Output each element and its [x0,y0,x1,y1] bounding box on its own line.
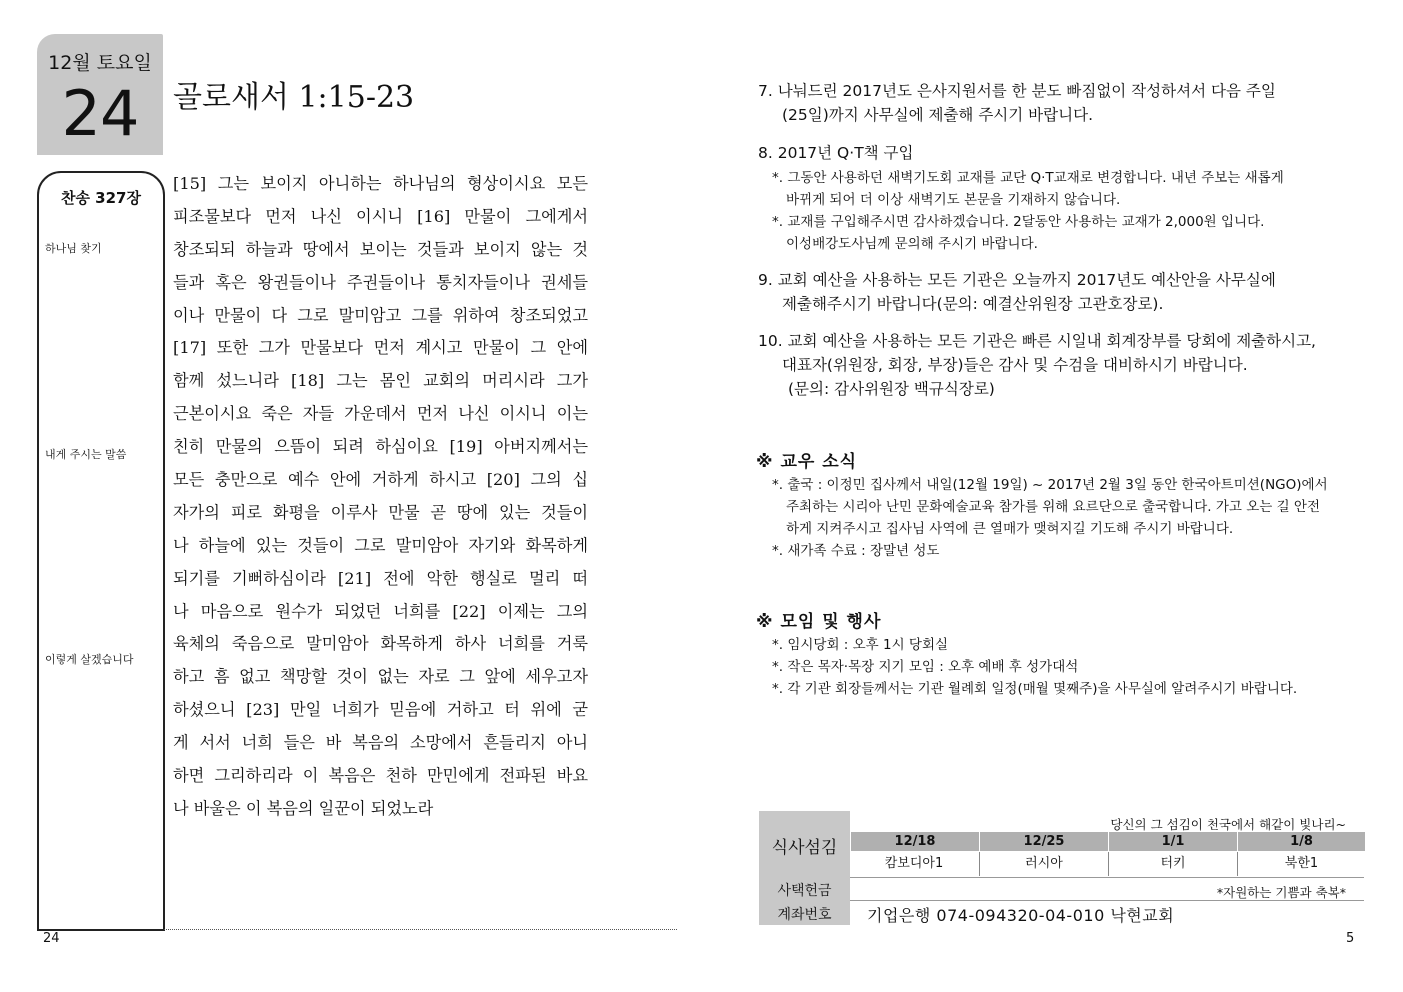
scripture-line: 근본이시요 죽은 자들 가운데서 먼저 나신 이시니 이는 [173,404,588,424]
sidebar-label-how-to-live: 이렇게 살겠습니다 [45,653,134,666]
scripture-line: 나 마음으로 원수가 되었던 너희를 [22] 이제는 그의 [173,601,588,621]
scripture-line: 이나 만물이 다 그로 말미암고 그를 위하여 창조되었고 [173,305,588,325]
section-heading-member-news: ※ 교우 소식 [756,452,858,472]
sidebar-label-seek-god: 하나님 찾기 [45,242,102,255]
bullet-line: *. 임시당회 : 오후 1시 당회실 [772,637,949,653]
notice-item-9 [758,268,1276,316]
account-number: 기업은행 074-094320-04-010 낙현교회 [867,906,1175,925]
meal-date: 12/25 [979,832,1108,851]
notice-item-7 [758,79,1276,127]
service-schedule-table [759,811,1364,925]
section-heading-events: ※ 모임 및 행사 [756,612,882,632]
meal-date: 1/8 [1237,832,1365,851]
scripture-line: 하셨으니 [23] 만일 너희가 믿음에 거하고 터 위에 굳 [173,700,588,720]
bullet-line: 이성배강도사님께 문의해 주시기 바랍니다. [786,236,1038,252]
scripture-line: [17] 또한 그가 만물보다 먼저 계시고 만물이 그 안에 [173,338,588,358]
scripture-line: 친히 만물의 으뜸이 되려 하심이요 [19] 아버지께서는 [173,437,588,457]
meal-service-label: 식사섬김 [771,838,838,858]
parsonage-offering-label: 사택헌금 [777,883,832,899]
bullet-line: *. 각 기관 회장들께서는 기관 월례회 일정(매월 몇째주)을 사무실에 알려주시기 바랍니다. [772,681,1298,697]
scripture-line: 창조되되 하늘과 땅에서 보이는 것들과 보이지 않는 것 [173,239,588,259]
bullet-line: *. 출국 : 이정민 집사께서 내일(12월 19일) ~ 2017년 2월 3일 동안 한국아트미션(NGO)에서 [772,477,1328,493]
passage-title: 골로새서 1:15-23 [173,80,415,115]
service-motto: 당신의 그 섬김이 천국에서 해같이 빛나리~ [1110,817,1346,832]
notice-item-7-line2: (25일)까지 사무실에 제출해 주시기 바랍니다. [782,106,1093,124]
account-number-label: 계좌번호 [777,907,832,923]
bullet-line: *. 새가족 수료 : 장말년 성도 [772,543,940,559]
notice-item-10-line1: 10. 교회 예산을 사용하는 모든 기관은 빠른 시일내 회계장부를 당회에 제출하시고, [758,332,1316,350]
bullet-line: *. 그동안 사용하던 새벽기도회 교재를 교단 Q·T교재로 변경합니다. 내년 주보는 새롭게 [772,170,1284,186]
footer-divider [164,929,677,930]
sidebar-label-word-for-me: 내게 주시는 말씀 [45,448,127,461]
page-number-right: 5 [1346,931,1355,946]
bullet-line: 주최하는 시리아 난민 문화예술교육 참가를 위해 요르단으로 출국합니다. 가고 오는 길 안전 [786,499,1321,515]
table-row-divider [850,877,1364,878]
meal-server: 러시아 [979,852,1108,876]
scripture-line: 게 서서 너희 들은 바 복음의 소망에서 흔들리지 아니 [173,733,588,753]
notice-item-10-line2: 대표자(위원장, 회장, 부장)들은 감사 및 수검을 대비하시기 바랍니다. [782,356,1248,374]
bullet-line: 바뀌게 되어 더 이상 새벽기도 본문을 기재하지 않습니다. [786,192,1121,208]
meditation-sidebar [37,171,165,931]
scripture-line: 모든 충만으로 예수 안에 거하게 하시고 [20] 그의 십 [173,470,588,490]
bullet-line: 하게 지켜주시고 집사님 사역에 큰 열매가 맺혀지길 기도해 주시기 바랍니다. [786,521,1234,537]
bullet-line: *. 작은 목자·목장 지기 모임 : 오후 예배 후 성가대석 [772,659,1079,675]
scripture-line: 되기를 기뻐하심이라 [21] 전에 악한 행실로 멀리 떠 [173,568,588,588]
member-news-bullets [772,474,1362,562]
notice-item-8-bullets [772,167,1362,255]
scripture-line: 피조물보다 먼저 나신 이시니 [16] 만물이 그에게서 [173,206,588,226]
meal-date: 1/1 [1108,832,1237,851]
meal-date: 12/18 [850,832,979,851]
events-bullets [772,634,1362,700]
scripture-line: [15] 그는 보이지 아니하는 하나님의 형상이시요 모든 [173,174,588,193]
meal-server: 북한1 [1237,852,1365,876]
scripture-line: 나 바울은 이 복음의 일꾼이 되었노라 [173,798,434,818]
scripture-text [173,168,588,826]
notice-item-10 [758,329,1316,401]
scripture-line: 하면 그리하리라 이 복음은 천하 만민에게 전파된 바요 [173,766,588,786]
date-month-weekday: 12월 토요일 [48,52,152,74]
date-badge [37,34,163,155]
notice-item-7-line1: 7. 나눠드린 2017년도 은사지원서를 한 분도 빠짐없이 작성하셔서 다음 주일 [758,82,1276,100]
scripture-line: 함께 섰느니라 [18] 그는 몸인 교회의 머리시라 그가 [173,371,588,391]
bullet-line: *. 교재를 구입해주시면 감사하겠습니다. 2달동안 사용하는 교재가 2,000원 입니다. [772,214,1265,230]
scripture-line: 하고 흠 없고 책망할 것이 없는 자로 그 앞에 세우고자 [173,667,588,687]
date-day: 24 [61,77,139,150]
notice-item-10-line3: (문의: 감사위원장 백규식장로) [788,380,995,398]
hymn-number: 찬송 327장 [60,189,141,207]
scripture-line: 나 하늘에 있는 것들이 그로 말미암아 자기와 화목하게 [173,535,588,555]
meal-server: 터키 [1108,852,1237,876]
notice-item-8-title: 8. 2017년 Q·T책 구입 [758,144,914,162]
scripture-line: 들과 혹은 왕권들이나 주권들이나 통치자들이나 권세들 [173,272,588,292]
scripture-line: 육체의 죽음으로 말미암아 화목하게 하사 너희를 거룩 [173,634,588,654]
offering-note: *자원하는 기쁨과 축복* [1216,885,1346,900]
notice-item-9-line1: 9. 교회 예산을 사용하는 모든 기관은 오늘까지 2017년도 예산안을 사무실에 [758,271,1276,289]
meal-server: 캄보디아1 [884,856,944,871]
notice-item-9-line2: 제출해주시기 바랍니다(문의: 예결산위원장 고관호장로). [782,295,1164,313]
page-number-left: 24 [43,931,60,946]
scripture-line: 자가의 피로 화평을 이루사 만물 곧 땅에 있는 것들이 [173,502,588,522]
